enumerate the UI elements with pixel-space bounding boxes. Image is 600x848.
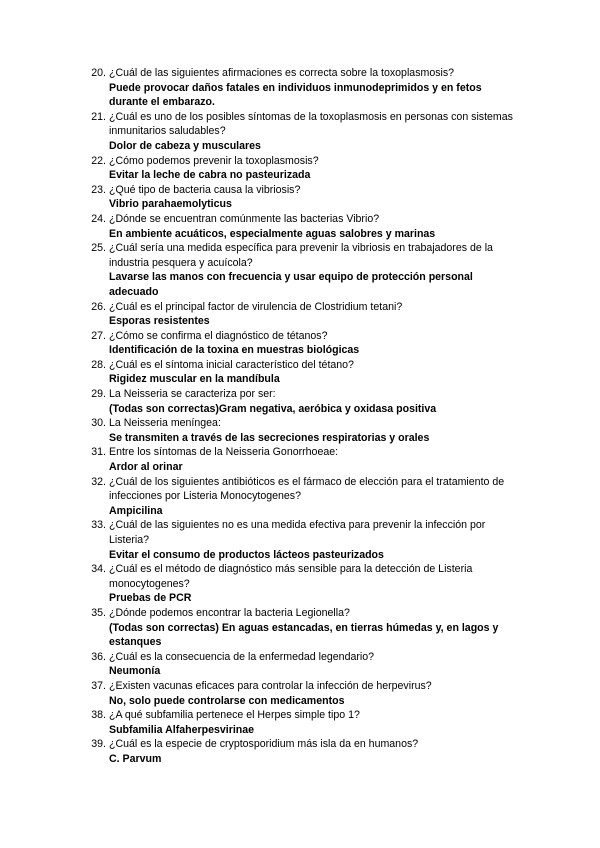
answer-text: Puede provocar daños fatales en individuos inmunodeprimidos y en fetos durante el embarazo. [109, 81, 482, 109]
question-item [0, 475, 600, 519]
question-number: 28. [91, 358, 106, 371]
question-number: 22. [91, 154, 106, 167]
question-item [0, 416, 600, 445]
question-text: Entre los síntomas de la Neisseria Gonorrhoeae: [109, 446, 339, 459]
question-number: 29. [91, 388, 106, 401]
question-item [0, 358, 600, 387]
question-number: 37. [91, 679, 106, 692]
question-text: ¿Cómo podemos prevenir la toxoplasmosis? [109, 154, 319, 167]
question-text: ¿Cuál es el principal factor de virulencia de Clostridium tetani? [109, 300, 403, 313]
question-text: La Neisseria meníngea: [109, 417, 221, 430]
question-item [0, 650, 600, 679]
answer-text: Neumonía [109, 665, 161, 678]
question-text: ¿A qué subfamilia pertenece el Herpes simple tipo 1? [109, 709, 360, 722]
answer-text: (Todas son correctas) En aguas estancadas, en tierras húmedas y, en lagos y estanques [109, 621, 499, 649]
question-item [0, 562, 600, 606]
question-text: ¿Existen vacunas eficaces para controlar la infección de herpevirus? [109, 679, 432, 692]
question-text: ¿Cómo se confirma el diagnóstico de tétanos? [109, 329, 328, 342]
answer-text: En ambiente acuáticos, especialmente aguas salobres y marinas [109, 227, 436, 240]
answer-text: Vibrio parahaemolyticus [109, 198, 232, 211]
answer-text: Evitar la leche de cabra no pasteurizada [109, 169, 311, 182]
question-text: ¿Cuál sería una medida específica para prevenir la vibriosis en trabajadores de la industria pesquera y acuícola? [109, 242, 493, 269]
question-item [0, 329, 600, 358]
question-text: ¿Qué tipo de bacteria causa la vibriosis? [109, 183, 301, 196]
question-number: 30. [91, 417, 106, 430]
question-text: ¿Cuál es la especie de cryptosporidium más isla da en humanos? [109, 738, 419, 751]
answer-text: (Todas son correctas)Gram negativa, aeróbica y oxidasa positiva [109, 402, 437, 415]
question-text: ¿Dónde podemos encontrar la bacteria Legionella? [109, 606, 350, 619]
question-item [0, 183, 600, 212]
question-number: 31. [91, 446, 106, 459]
answer-text: Dolor de cabeza y musculares [109, 139, 261, 152]
question-item [0, 110, 600, 154]
question-number: 25. [91, 242, 106, 255]
question-number: 34. [91, 563, 106, 576]
answer-text: Identificación de la toxina en muestras biológicas [109, 344, 360, 357]
question-text: ¿Cuál de las siguientes no es una medida efectiva para prevenir la infección por Listeria? [109, 519, 486, 546]
question-text: ¿Cuál de las siguientes afirmaciones es correcta sobre la toxoplasmosis? [109, 67, 455, 79]
question-item [0, 154, 600, 183]
question-number: 23. [91, 183, 106, 196]
question-item [0, 708, 600, 737]
question-item [0, 66, 600, 110]
question-text: ¿Cuál es el método de diagnóstico más sensible para la detección de Listeria monocytogenes? [109, 563, 473, 590]
answer-text: Esporas resistentes [109, 315, 210, 328]
question-text: ¿Cuál de los siguientes antibióticos es el fármaco de elección para el tratamiento de infecciones por Listeria Monocytogenes? [109, 475, 505, 503]
question-item [0, 679, 600, 708]
answer-text: Evitar el consumo de productos lácteos pasteurizados [109, 548, 384, 561]
question-number: 36. [91, 650, 106, 663]
question-item [0, 300, 600, 329]
question-number: 38. [91, 709, 106, 722]
question-number: 20. [91, 67, 106, 79]
question-text: La Neisseria se caracteriza por ser: [109, 388, 276, 401]
answer-text: Ampicilina [109, 504, 163, 517]
question-number: 33. [91, 519, 106, 532]
question-text: ¿Dónde se encuentran comúnmente las bacterias Vibrio? [109, 212, 380, 225]
answer-text: Pruebas de PCR [109, 592, 192, 605]
answer-text: Subfamilia Alfaherpesvirinae [109, 723, 255, 736]
question-number: 21. [91, 110, 106, 123]
question-item [0, 518, 600, 562]
question-item [0, 387, 600, 416]
question-item [0, 241, 600, 299]
question-item [0, 606, 600, 650]
question-number: 27. [91, 329, 106, 342]
question-number: 32. [91, 475, 106, 488]
question-item [0, 737, 600, 766]
answer-text: Se transmiten a través de las secreciones respiratorias y orales [109, 431, 430, 444]
question-number: 24. [91, 212, 106, 225]
question-text: ¿Cuál es uno de los posibles síntomas de la toxoplasmosis en personas con sistemas inmunitarios saludables? [109, 110, 513, 138]
answer-text: Lavarse las manos con frecuencia y usar equipo de protección personal adecuado [109, 271, 473, 298]
question-number: 26. [91, 300, 106, 313]
question-number: 39. [91, 738, 106, 751]
question-item [0, 445, 600, 474]
answer-text: Ardor al orinar [109, 461, 183, 474]
answer-text: No, solo puede controlarse con medicamentos [109, 694, 345, 707]
document-page [0, 66, 600, 767]
question-text: ¿Cuál es el síntoma inicial característico del tétano? [109, 358, 354, 371]
question-number: 35. [91, 606, 106, 619]
answer-text: C. Parvum [109, 752, 162, 765]
answer-text: Rigidez muscular en la mandíbula [109, 373, 280, 386]
question-item [0, 212, 600, 241]
question-text: ¿Cuál es la consecuencia de la enfermedad legendario? [109, 650, 375, 663]
